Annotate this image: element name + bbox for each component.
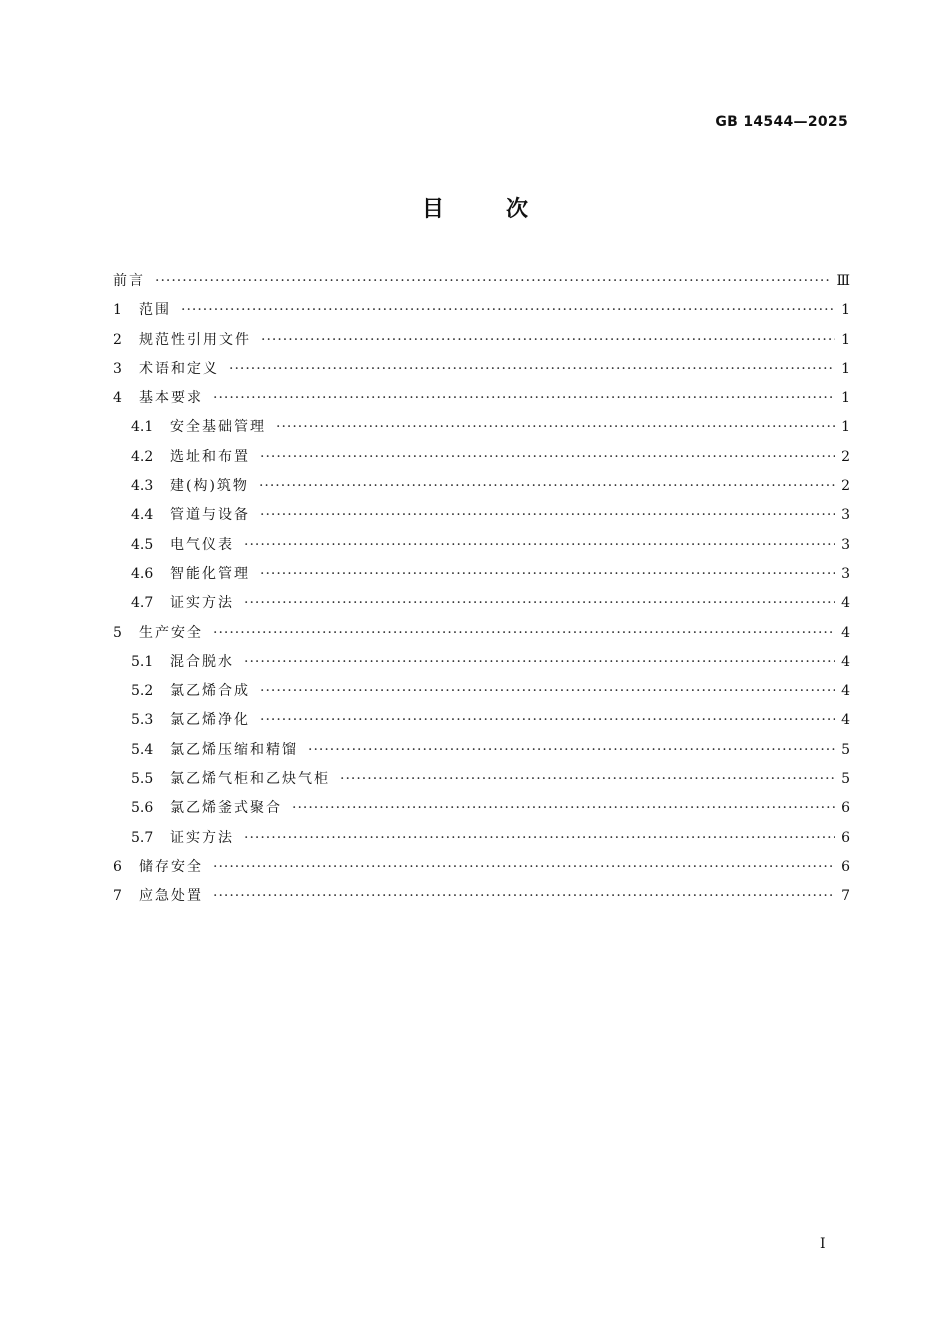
toc-entry-number: 4.6 (131, 565, 154, 582)
toc-entry[interactable] (113, 534, 850, 563)
toc-entry-page: 5 (841, 741, 850, 758)
toc-entry-page: 4 (841, 683, 850, 700)
toc-entry-number: 2 (113, 331, 122, 348)
toc-entry-label: 证实方法 (170, 829, 234, 846)
toc-dot-leader (244, 537, 835, 553)
toc-entry-label: 建(构)筑物 (170, 478, 249, 495)
toc-dot-leader (276, 419, 835, 435)
toc-entry[interactable] (113, 416, 850, 445)
toc-entry-label: 混合脱水 (170, 653, 234, 670)
toc-entry-number: 3 (113, 360, 122, 377)
toc-dot-leader (308, 742, 835, 758)
page-title (0, 192, 950, 223)
toc-entry[interactable] (113, 797, 850, 826)
toc-entry-label: 氯乙烯气柜和乙炔气柜 (170, 771, 330, 788)
toc-dot-leader (292, 800, 835, 816)
toc-entry[interactable] (113, 651, 850, 680)
toc-entry[interactable] (113, 768, 850, 797)
toc-entry-number: 5.7 (131, 829, 154, 846)
toc-dot-leader (213, 390, 835, 406)
toc-entry-page: 2 (841, 448, 850, 465)
toc-entry-page: 6 (841, 829, 850, 846)
toc-entry-page: 4 (841, 624, 850, 641)
toc-entry-page: 2 (841, 478, 850, 495)
toc-entry[interactable] (113, 827, 850, 856)
toc-dot-leader (260, 566, 835, 582)
toc-entry-number: 5.5 (131, 771, 154, 788)
toc-entry[interactable] (113, 709, 850, 738)
toc-entry[interactable] (113, 885, 850, 914)
toc-entry-label: 氯乙烯釜式聚合 (170, 800, 282, 817)
toc-dot-leader (229, 361, 835, 377)
toc-dot-leader (260, 712, 835, 728)
toc-entry[interactable] (113, 856, 850, 885)
toc-entry-page: 7 (841, 888, 850, 905)
toc-entry[interactable] (113, 680, 850, 709)
page-number: Ⅰ (820, 1236, 826, 1252)
toc-entry-page: Ⅲ (836, 273, 850, 289)
toc-entry-label: 选址和布置 (170, 448, 250, 465)
toc-entry-label: 生产安全 (139, 624, 203, 641)
toc-dot-leader (260, 507, 835, 523)
toc-entry-label: 管道与设备 (170, 507, 250, 524)
toc-entry-page: 1 (841, 419, 850, 436)
toc-entry-number: 4.1 (131, 419, 154, 436)
toc-entry-number: 4.3 (131, 478, 154, 495)
toc-entry[interactable] (113, 475, 850, 504)
toc-entry-page: 1 (841, 331, 850, 348)
toc-entry-number: 5.2 (131, 683, 154, 700)
title-char: 目 (421, 197, 444, 222)
toc-entry-page: 6 (841, 800, 850, 817)
toc-entry[interactable] (113, 504, 850, 533)
toc-entry-page: 3 (841, 536, 850, 553)
toc-entry-page: 4 (841, 712, 850, 729)
toc-entry-page: 4 (841, 595, 850, 612)
toc-dot-leader (155, 273, 830, 289)
toc-entry[interactable] (113, 387, 850, 416)
toc-dot-leader (261, 332, 835, 348)
toc-entry[interactable] (113, 299, 850, 328)
toc-dot-leader (260, 449, 835, 465)
toc-entry-label: 氯乙烯压缩和精馏 (170, 741, 298, 758)
toc-entry[interactable] (113, 622, 850, 651)
toc-entry[interactable] (113, 329, 850, 358)
toc-entry-number: 7 (113, 888, 122, 905)
toc-entry-page: 6 (841, 858, 850, 875)
toc-entry-number: 6 (113, 858, 122, 875)
toc-dot-leader (213, 859, 835, 875)
toc-dot-leader (244, 830, 835, 846)
toc-dot-leader (340, 771, 835, 787)
toc-dot-leader (244, 595, 835, 611)
toc-entry-page: 3 (841, 507, 850, 524)
toc-entry-number: 1 (113, 302, 122, 319)
toc-entry-number: 4.2 (131, 448, 154, 465)
toc-entry-number: 5.3 (131, 712, 154, 729)
toc-entry-label: 范围 (139, 302, 171, 319)
toc-entry-label: 智能化管理 (170, 565, 250, 582)
toc-entry[interactable] (113, 358, 850, 387)
toc-entry-number: 5 (113, 624, 122, 641)
toc-entry[interactable] (113, 592, 850, 621)
toc-entry-label: 安全基础管理 (170, 419, 266, 436)
toc-entry-label: 术语和定义 (139, 360, 219, 377)
toc-entry-label: 氯乙烯合成 (170, 683, 250, 700)
toc-entry[interactable] (113, 446, 850, 475)
toc-entry-number: 4.7 (131, 595, 154, 612)
toc-dot-leader (213, 888, 835, 904)
toc-entry-number: 5.1 (131, 653, 154, 670)
toc-entry-number: 4.5 (131, 536, 154, 553)
toc-dot-leader (213, 625, 835, 641)
title-char: 次 (506, 197, 529, 222)
toc-dot-leader (181, 302, 835, 318)
toc-entry-number: 4.4 (131, 507, 154, 524)
toc-entry-label: 氯乙烯净化 (170, 712, 250, 729)
toc-entry-label: 应急处置 (139, 888, 203, 905)
table-of-contents (113, 270, 850, 915)
toc-entry-number: 5.4 (131, 741, 154, 758)
toc-entry-label: 基本要求 (139, 390, 203, 407)
toc-entry-page: 3 (841, 565, 850, 582)
toc-dot-leader (259, 478, 835, 494)
toc-entry[interactable] (113, 563, 850, 592)
toc-entry-page: 1 (841, 390, 850, 407)
toc-entry-page: 5 (841, 771, 850, 788)
toc-entry-number: 5.6 (131, 800, 154, 817)
toc-entry-label: 储存安全 (139, 858, 203, 875)
toc-entry-page: 1 (841, 360, 850, 377)
toc-entry[interactable] (113, 270, 850, 299)
toc-entry-label: 电气仪表 (170, 536, 234, 553)
toc-entry-label: 规范性引用文件 (139, 331, 251, 348)
toc-entry-number: 4 (113, 390, 122, 407)
toc-dot-leader (244, 654, 835, 670)
toc-dot-leader (260, 683, 835, 699)
toc-entry-page: 4 (841, 653, 850, 670)
toc-entry-page: 1 (841, 302, 850, 319)
toc-entry-label: 证实方法 (170, 595, 234, 612)
toc-entry[interactable] (113, 739, 850, 768)
toc-entry-label: 前言 (113, 273, 145, 289)
standard-code: GB 14544—2025 (715, 114, 848, 130)
